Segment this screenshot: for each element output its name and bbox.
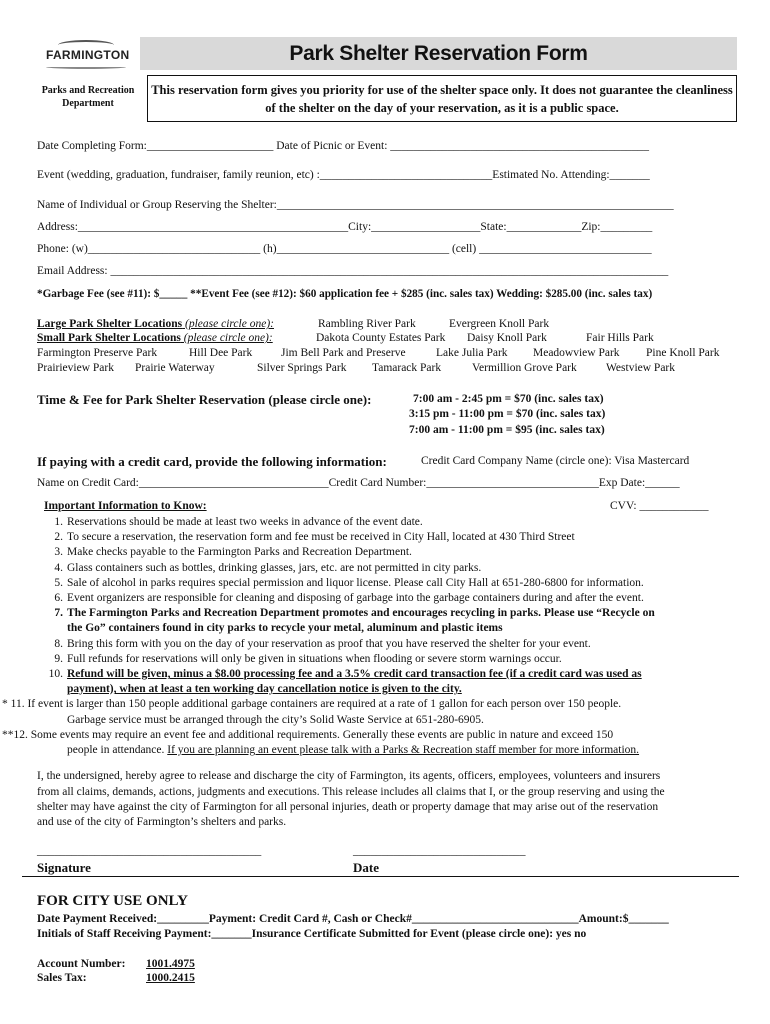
list-item-continued: the Go” containers found in city parks to recycle your metal, aluminum and plastic items: [67, 622, 503, 635]
large-shelter-label: Large Park Shelter Locations (please circle one):: [37, 318, 274, 330]
fees-line: *Garbage Fee (see #11): $_____ **Event Fee (see #12): $60 application fee + $285 (inc. sales tax) Wedding: $285.00 (inc. sales tax): [37, 288, 653, 300]
credit-card-line[interactable]: Name on Credit Card:_________________________________Credit Card Number:______________________________Exp Date:______: [37, 477, 680, 489]
name-line[interactable]: Name of Individual or Group Reserving the Shelter:_____________________________________________________________________: [37, 199, 674, 211]
list-item: 3. Make checks payable to the Farmington Parks and Recreation Department.: [54, 546, 412, 559]
location-jim-bell[interactable]: Jim Bell Park and Preserve: [281, 347, 406, 359]
list-item: 6. Event organizers are responsible for cleaning and disposing of garbage into the garbage containers during and after the event.: [54, 592, 644, 605]
address-line[interactable]: Address:_______________________________________________City:___________________State:_____________Zip:_________: [37, 221, 653, 233]
department-name: Parks and Recreation Department: [41, 85, 135, 109]
time-fee-label: Time & Fee for Park Shelter Reservation (please circle one):: [37, 392, 372, 407]
location-meadowview[interactable]: Meadowview Park: [533, 347, 620, 359]
event-type-line[interactable]: Event (wedding, graduation, fundraiser, family reunion, etc) :______________________________Estimated No. Attending:_______: [37, 169, 650, 181]
date-line[interactable]: ______________________________: [353, 845, 526, 857]
list-item: 1. Reservations should be made at least two weeks in advance of the event date.: [54, 516, 423, 528]
phone-line[interactable]: Phone: (w)______________________________ (h)______________________________ (cell) ______________________________: [37, 243, 652, 255]
date-fields-line[interactable]: Date Completing Form:______________________ Date of Picnic or Event: _____________________________________________: [37, 140, 650, 152]
location-evergreen-knoll[interactable]: Evergreen Knoll Park: [449, 318, 550, 330]
city-use-heading: FOR CITY USE ONLY: [37, 893, 189, 909]
location-silver-springs[interactable]: Silver Springs Park: [257, 362, 347, 374]
time-option-evening[interactable]: 3:15 pm - 11:00 pm = $70 (inc. sales tax): [409, 408, 606, 420]
cvv-field[interactable]: CVV: ____________: [610, 500, 709, 512]
farmington-logo: [38, 38, 128, 72]
list-item: 9. Full refunds for reservations will only be given in situations when flooding or severe storm warnings occur.: [54, 652, 562, 665]
time-option-morning[interactable]: 7:00 am - 2:45 pm = $70 (inc. sales tax): [413, 393, 604, 405]
important-info-heading: Important Information to Know:: [44, 500, 207, 512]
list-item-continued: Garbage service must be arranged through the city’s Solid Waste Service at 651-280-6905.: [67, 713, 484, 726]
time-option-full-day[interactable]: 7:00 am - 11:00 pm = $95 (inc. sales tax): [409, 424, 605, 436]
location-farmington-preserve[interactable]: Farmington Preserve Park: [37, 347, 158, 359]
notice-box: This reservation form gives you priority for use of the shelter space only. It does not guarantee the cleanliness of the shelter on the day of your reservation, as it is a public space.: [147, 75, 737, 122]
small-shelter-label: Small Park Shelter Locations (please circle one):: [37, 332, 273, 344]
location-fair-hills[interactable]: Fair Hills Park: [586, 332, 654, 344]
payment-received-line[interactable]: Date Payment Received:_________Payment: Credit Card #, Cash or Check#_____________________________Amount:$_______: [37, 913, 669, 925]
list-item: 10. Refund will be given, minus a $8.00 processing fee and a 3.5% credit card transaction fee (if a credit card was used as: [48, 668, 642, 681]
list-item: 4. Glass containers such as bottles, drinking glasses, jars, etc. are not permitted in city parks.: [54, 561, 482, 574]
important-info-list: [2, 515, 734, 758]
sales-tax-value: 1000.2415: [146, 972, 195, 984]
sales-tax-label: Sales Tax:: [37, 972, 87, 984]
credit-heading: If paying with a credit card, provide the following information:: [37, 454, 387, 469]
location-lake-julia[interactable]: Lake Julia Park: [436, 347, 508, 359]
list-item: **12. Some events may require an event fee and additional requirements. Generally these events are public in nature and exceed 150: [2, 728, 614, 741]
list-item: 8. Bring this form with you on the day of your reservation as proof that you have reserved the shelter for your event.: [54, 637, 591, 650]
staff-initials-line[interactable]: Initials of Staff Receiving Payment:_______Insurance Certificate Submitted for Event (please circle one): yes no: [37, 928, 587, 940]
date-label: Date: [353, 860, 379, 875]
divider: [22, 876, 739, 877]
account-number-label: Account Number:: [37, 958, 126, 970]
location-vermillion-grove[interactable]: Vermillion Grove Park: [472, 362, 577, 374]
email-line[interactable]: Email Address: _________________________________________________________________________________________________: [37, 265, 669, 277]
list-item: 5. Sale of alcohol in parks requires special permission and liquor license. Please call City Hall at 651-280-6800 for information.: [54, 576, 644, 589]
location-prairieview[interactable]: Prairieview Park: [37, 362, 114, 374]
logo-wave-icon: [46, 65, 126, 69]
list-item: * 11. If event is larger than 150 people additional garbage containers are required at a rate of 1 gallon for each person over 150 people.: [2, 698, 622, 711]
waiver-line-2: from all claims, demands, actions, judgments and executions. This release includes all claims that I, or the group reserving and using the: [37, 786, 665, 798]
location-prairie-waterway[interactable]: Prairie Waterway: [135, 362, 215, 374]
location-tamarack[interactable]: Tamarack Park: [372, 362, 442, 374]
logo-text: FARMINGTON: [46, 48, 130, 62]
waiver-line-4: and use of the city of Farmington’s shelters and parks.: [37, 816, 287, 828]
location-pine-knoll[interactable]: Pine Knoll Park: [646, 347, 720, 359]
account-number-value: 1001.4975: [146, 958, 195, 970]
signature-line[interactable]: _______________________________________: [37, 845, 262, 857]
list-item: 7. The Farmington Parks and Recreation Department promotes and encourages recycling in parks. Please use “Recycle on: [54, 607, 655, 620]
form-title: Park Shelter Reservation Form: [140, 37, 737, 70]
location-hill-dee[interactable]: Hill Dee Park: [189, 347, 253, 359]
credit-company-options[interactable]: Credit Card Company Name (circle one): Visa Mastercard: [421, 455, 690, 467]
waiver-line-3: shelter may have against the city of Farmington for all personal injuries, death or property damage that may arise out of the reservation: [37, 801, 659, 813]
list-item: 2. To secure a reservation, the reservation form and fee must be received in City Hall, located at 430 Third Street: [54, 531, 575, 544]
waiver-line-1: I, the undersigned, hereby agree to release and discharge the city of Farmington, its agents, officers, employees, volunteers and insurers: [37, 770, 661, 782]
signature-label: Signature: [37, 860, 91, 875]
location-daisy-knoll[interactable]: Daisy Knoll Park: [467, 332, 547, 344]
location-dakota-county-estates[interactable]: Dakota County Estates Park: [316, 332, 446, 344]
location-westview[interactable]: Westview Park: [606, 362, 676, 374]
location-rambling-river[interactable]: Rambling River Park: [318, 318, 416, 330]
list-item-continued: payment), when at least a ten working day cancellation notice is given to the city.: [67, 683, 462, 696]
list-item-continued: people in attendance. If you are planning an event please talk with a Parks & Recreation staff member for more information.: [67, 744, 640, 757]
